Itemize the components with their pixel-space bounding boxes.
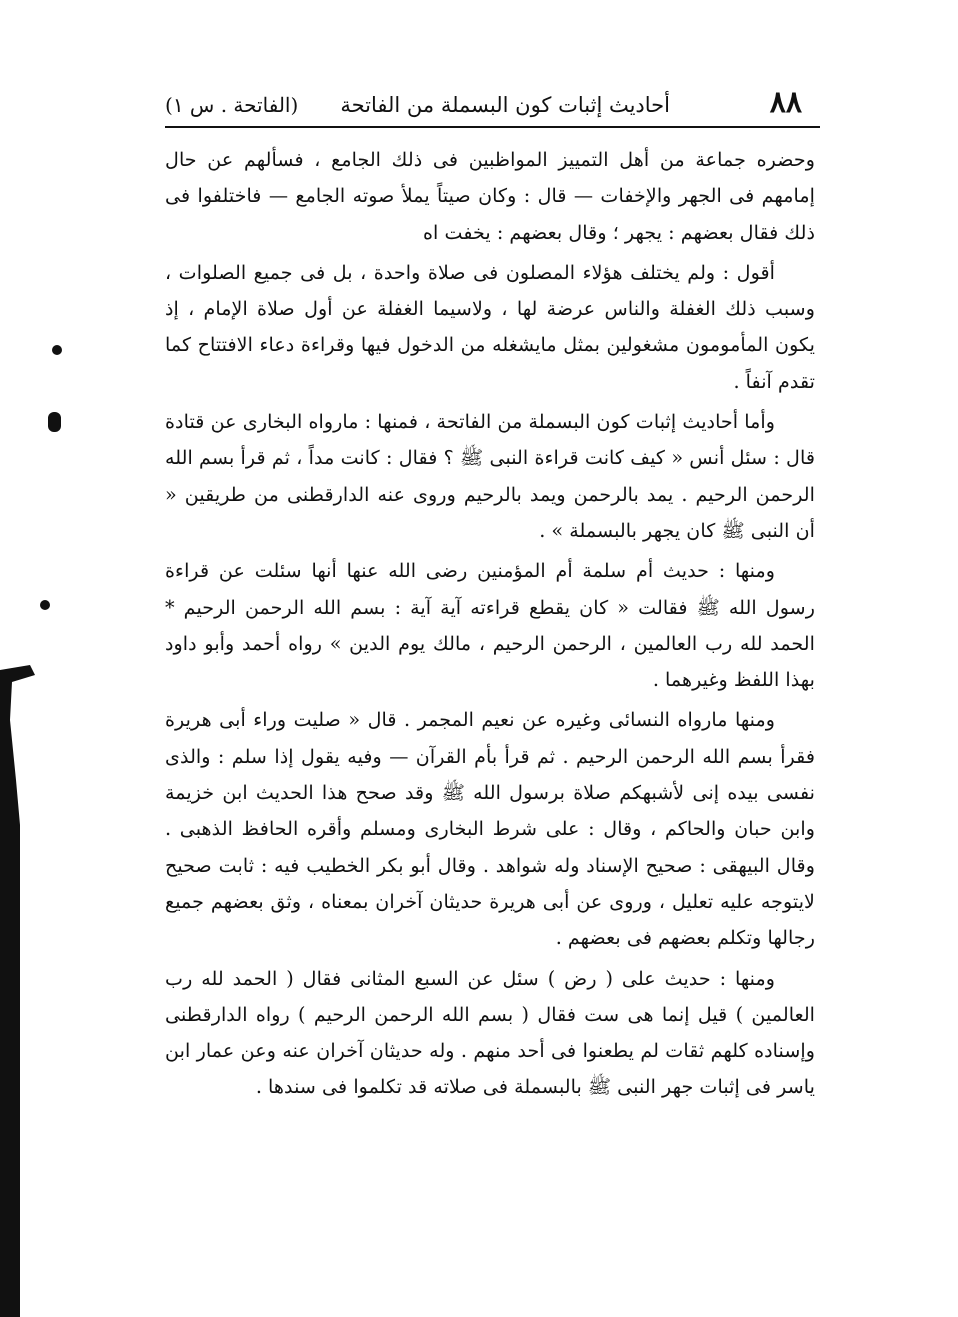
scan-artifact xyxy=(48,412,61,432)
header-rule xyxy=(165,126,820,128)
paragraph: ومنها : حديث أم سلمة أم المؤمنين رضى الله عنها أنها سئلت عن قراءة رسول الله ﷺ فقالت « كان يقطع قراءته آية آية : بسم الله الرحمن الرحيم * الحمد لله رب العالمين ، الرحمن الرحيم ، مالك يوم الدين » رواه أحمد وأبو داود بهذا اللفظ وغيرهما . xyxy=(165,559,815,692)
scan-artifact xyxy=(40,600,50,610)
scan-edge-shadow xyxy=(0,610,40,1317)
paragraph: ومنها مارواه النسائى وغيره عن نعيم المجمر . قال « صليت وراء أبى هريرة فقرأ بسم الله الرحمن الرحيم . ثم قرأ بأم القرآن — وفيه يقول إذا سلم : والذى نفسى بيده إنى لأشبهكم صلاة برسول الله ﷺ وقد صحح هذا الحديث ابن خزيمة وابن حبان والحاكم ، وقال : على شرط البخارى ومسلم وأقره الحافظ الذهبى . وقال البيهقى : صحيح الإسناد وله شواهد . وقال أبو بكر الخطيب فيه : ثابت صحيح لايتوجه عليه تعليل ، وروى عن أبى هريرة حديثان آخران بمعناه ، وثق بعضهم جميع رجالها وتكلم بعضهم فى بعضهم . xyxy=(165,708,815,950)
page-number: ٨٨ xyxy=(769,85,802,120)
page-header xyxy=(165,85,820,131)
paragraph: وأما أحاديث إثبات كون البسملة من الفاتحة ، فمنها : مارواه البخارى عن قتادة قال : سئل أنس « كيف كانت قراءة النبى ﷺ ؟ فقال : كانت مداً ، ثم قرأ بسم الله الرحمن الرحيم . يمد بالرحمن ويمد بالرحيم وروى عنه الدارقطنى من طريقين « أن النبى ﷺ كان يجهر بالبسملة » . xyxy=(165,410,815,542)
paragraph: وحضره جماعة من أهل التمييز المواظبين فى ذلك الجامع ، فسألهم عن حال إمامهم فى الجهر والإخفات — قال : وكان صيتاً يملأ صوته الجامع — فاختلفوا فى ذلك فقال بعضهم : يجهر ؛ وقال بعضهم : يخفت اه xyxy=(165,148,815,244)
paragraph: أقول : ولم يختلف هؤلاء المصلون فى صلاة واحدة ، بل فى جميع الصلوات ، وسبب ذلك الغفلة والناس عرضة لها ، ولاسيما الغفلة عن أول صلاة الإمام ، إذ يكون المأمومون مشغولين بمثل مايشغله من الدخول فيها وقراءة دعاء الافتتاح كما تقدم آنفاً . xyxy=(165,260,815,393)
running-title: أحاديث إثبات كون البسملة من الفاتحة xyxy=(340,93,670,117)
paragraph: ومنها : حديث على ( رض ) سئل عن السبع المثانى فقال ( الحمد لله رب العالمين ) قيل إنما هى ست فقال ( بسم الله الرحمن الرحيم ) رواه الدارقطنى وإسناده كلهم ثقات لم يطعنوا فى أحد منهم . وله حديثان آخران عنه وعن عمار ابن ياسر فى إثبات جهر النبى ﷺ بالبسملة فى صلاته قد تكلموا فى سندها . xyxy=(165,966,815,1099)
body-text xyxy=(165,142,815,1106)
section-reference: (الفاتحة . س ١) xyxy=(165,93,299,117)
scan-artifact xyxy=(52,345,62,355)
